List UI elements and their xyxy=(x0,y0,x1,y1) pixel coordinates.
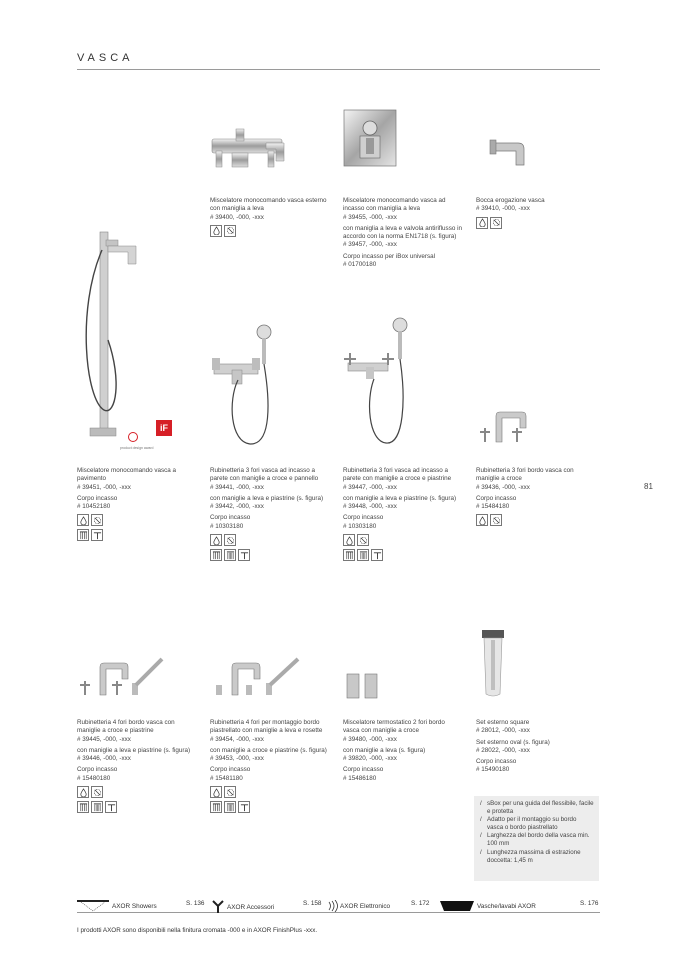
installation-hatch-icon xyxy=(210,549,222,561)
feature-icon-row xyxy=(343,549,463,561)
footer-page-showers: S. 136 xyxy=(186,900,205,907)
product-description: Corpo incasso xyxy=(210,514,251,522)
product-39451 xyxy=(77,467,197,541)
product-39480 xyxy=(343,719,463,786)
product-code: # 10303180 xyxy=(210,522,244,530)
accessory-hook-icon xyxy=(212,900,224,914)
product-image-39410 xyxy=(488,135,528,175)
product-code: # 39480, -000, -xxx xyxy=(343,735,397,743)
product-39436 xyxy=(476,467,596,526)
feature-icon-row xyxy=(210,225,330,237)
product-code: # 15481180 xyxy=(210,774,243,782)
product-code: # 01700180 xyxy=(343,261,377,269)
installation-t-icon xyxy=(371,549,383,561)
product-description: con maniglie a croce e piastrine (s. figura) xyxy=(210,746,327,754)
water-drop-icon xyxy=(210,534,222,546)
product-description: Rubinetteria 3 fori vasca ad incasso a parete con maniglie a croce e piastrine xyxy=(343,467,452,483)
product-code: # 39441, -000, -xxx xyxy=(210,483,264,491)
product-image-39400 xyxy=(210,125,290,180)
product-description: Corpo incasso xyxy=(77,766,118,774)
product-description: con maniglie a leva e piastrine (s. figura) xyxy=(210,494,324,502)
product-code: # 39410, -000, -xxx xyxy=(476,205,530,213)
eco-spray-icon xyxy=(224,786,236,798)
feature-icon-row xyxy=(77,514,197,526)
product-description: Corpo incasso xyxy=(343,766,384,774)
product-description: Corpo incasso xyxy=(476,494,517,502)
product-image-39436 xyxy=(478,408,536,448)
product-description: Rubinetteria 4 fori bordo vasca con maniglie a croce e piastrine xyxy=(77,719,175,735)
product-code: # 15486180 xyxy=(343,774,377,782)
notes-box xyxy=(474,796,599,881)
product-code: # 39446, -000, -xxx xyxy=(77,755,131,763)
product-code: # 39442, -000, -xxx xyxy=(210,503,264,511)
eco-spray-icon xyxy=(357,534,369,546)
water-drop-icon xyxy=(210,225,222,237)
product-description: Miscelatore monocomando vasca esterno con maniglia a leva xyxy=(210,197,327,213)
product-code: # 39448, -000, -xxx xyxy=(343,503,397,511)
product-description: Rubinetteria 3 fori bordo vasca con maniglie a croce xyxy=(476,467,574,483)
eco-spray-icon xyxy=(224,225,236,237)
product-code: # 28012, -000, -xxx xyxy=(476,727,530,735)
footer-page-accessori: S. 158 xyxy=(303,900,322,907)
feature-icon-row xyxy=(210,801,330,813)
water-drop-icon xyxy=(77,514,89,526)
product-description: Corpo incasso per iBox universal xyxy=(343,252,436,260)
feature-icon-row xyxy=(210,534,330,546)
eco-spray-icon xyxy=(490,514,502,526)
installation-hatch2-icon xyxy=(91,801,103,813)
if-award-logo: iF xyxy=(156,420,172,436)
product-description: Miscelatore monocomando vasca a pavimento xyxy=(77,467,177,483)
note-item: / Adatto per il montaggio su bordo vasca o bordo piastrellato xyxy=(480,816,577,832)
footer-divider xyxy=(77,912,600,913)
product-code: # 39457, -000, -xxx xyxy=(343,241,397,249)
sensor-waves-icon xyxy=(327,900,339,912)
product-description: Corpo incasso xyxy=(476,758,517,766)
feature-icon-row xyxy=(77,801,197,813)
product-image-39451 xyxy=(82,220,142,445)
feature-icon-row xyxy=(77,529,197,541)
feature-icon-row xyxy=(476,514,596,526)
feature-icon-row xyxy=(476,217,596,229)
footer-link-elettronico[interactable]: AXOR Elettronico xyxy=(327,900,390,912)
product-code: # 39454, -000, -xxx xyxy=(210,735,264,743)
eco-spray-icon xyxy=(490,217,502,229)
feature-icon-row xyxy=(210,786,330,798)
product-image-39454 xyxy=(212,655,302,700)
feature-icon-row xyxy=(210,549,330,561)
product-description: Miscelatore termostatico 2 fori bordo vasca con maniglie a croce xyxy=(343,719,445,735)
product-description: Set esterno square xyxy=(476,719,530,726)
product-description: Rubinetteria 3 fori vasca ad incasso a parete con maniglie a croce e pannello xyxy=(210,467,319,483)
product-image-39445 xyxy=(78,655,168,700)
note-item: / sBox per una guida del flessibile, facile e protetta xyxy=(480,800,594,816)
water-drop-icon xyxy=(476,514,488,526)
note-item: / Larghezza del bordo della vasca min. 100 mm xyxy=(480,832,590,848)
product-description: Corpo incasso xyxy=(77,494,118,502)
water-drop-icon xyxy=(210,786,222,798)
product-code: # 39820, -000, -xxx xyxy=(343,755,397,763)
water-drop-icon xyxy=(77,786,89,798)
footer-page-vasche: S. 176 xyxy=(580,900,599,907)
product-code: # 39447, -000, -xxx xyxy=(343,483,397,491)
product-28012 xyxy=(476,719,596,778)
installation-hatch-icon xyxy=(210,801,222,813)
product-image-39480 xyxy=(345,668,381,700)
product-description: Bocca erogazione vasca xyxy=(476,197,545,204)
product-description: con maniglie a leva e piastrine (s. figura) xyxy=(343,494,457,502)
installation-hatch-icon xyxy=(77,801,89,813)
water-drop-icon xyxy=(476,217,488,229)
product-image-28012 xyxy=(478,628,508,700)
eco-spray-icon xyxy=(91,786,103,798)
product-39441 xyxy=(210,467,330,561)
footer-link-showers[interactable]: AXOR Showers xyxy=(77,900,157,912)
product-image-39441 xyxy=(210,320,280,450)
product-description: Corpo incasso xyxy=(210,766,251,774)
product-code: # 39445, -000, -xxx xyxy=(77,735,131,743)
installation-hatch-icon xyxy=(343,549,355,561)
installation-t-icon xyxy=(91,529,103,541)
product-code: # 10303180 xyxy=(343,522,377,530)
footer-link-vasche[interactable]: Vasche/lavabi AXOR xyxy=(440,900,536,912)
product-description: con maniglie a leva (s. figura) xyxy=(343,746,426,754)
footer-page-elettronico: S. 172 xyxy=(411,900,430,907)
installation-t-icon xyxy=(238,801,250,813)
water-drop-icon xyxy=(343,534,355,546)
product-39447 xyxy=(343,467,463,561)
product-39400 xyxy=(210,197,330,237)
installation-t-icon xyxy=(105,801,117,813)
bathtub-icon xyxy=(440,900,474,912)
title-divider xyxy=(77,69,600,70)
product-code: # 39400, -000, -xxx xyxy=(210,213,264,221)
award-caption: product design award xyxy=(120,446,154,450)
product-description: con maniglia a leva e valvola antiriflusso in accordo con la norma EN1718 (s. figura) xyxy=(343,224,463,241)
product-description: Rubinetteria 4 fori per montaggio bordo piastrellato con maniglie a leva e rosette xyxy=(210,719,323,735)
footnote: I prodotti AXOR sono disponibili nella finitura cromata -000 e in AXOR FinishPlus -xxx. xyxy=(77,927,318,934)
page-number: 81 xyxy=(644,482,653,491)
installation-hatch-icon xyxy=(77,529,89,541)
product-code: # 10452180 xyxy=(77,503,111,511)
showerhead-icon xyxy=(77,900,109,912)
product-code: # 39455, -000, -xxx xyxy=(343,213,397,221)
product-description: Set esterno oval (s. figura) xyxy=(476,738,550,746)
product-code: # 39453, -000, -xxx xyxy=(210,755,264,763)
page-title: VASCA xyxy=(77,52,134,64)
product-code: # 15480180 xyxy=(77,774,111,782)
product-code: # 15484180 xyxy=(476,503,510,511)
product-39445 xyxy=(77,719,197,813)
footer-link-accessori[interactable]: AXOR Accessori xyxy=(212,900,274,914)
eco-spray-icon xyxy=(224,534,236,546)
product-39454 xyxy=(210,719,330,813)
red-dot-award-icon xyxy=(128,432,138,442)
feature-icon-row xyxy=(343,534,463,546)
product-image-39455 xyxy=(342,108,400,170)
product-code: # 15490180 xyxy=(476,766,510,774)
product-code: # 28022, -000, -xxx xyxy=(476,746,530,754)
installation-hatch2-icon xyxy=(224,801,236,813)
feature-icon-row xyxy=(77,786,197,798)
product-description: Miscelatore monocomando vasca ad incasso con maniglia a leva xyxy=(343,197,446,213)
eco-spray-icon xyxy=(91,514,103,526)
product-code: # 39451, -000, -xxx xyxy=(77,483,131,491)
product-code: # 39436, -000, -xxx xyxy=(476,483,530,491)
note-item: / Lunghezza massima di estrazione doccetta: 1,45 m xyxy=(480,848,581,864)
installation-hatch2-icon xyxy=(357,549,369,561)
product-image-39447 xyxy=(342,315,412,450)
installation-t-icon xyxy=(238,549,250,561)
product-39410 xyxy=(476,197,596,229)
installation-hatch2-icon xyxy=(224,549,236,561)
product-39455 xyxy=(343,197,463,272)
product-description: Corpo incasso xyxy=(343,514,384,522)
product-description: con maniglie a leva e piastrine (s. figura) xyxy=(77,746,191,754)
